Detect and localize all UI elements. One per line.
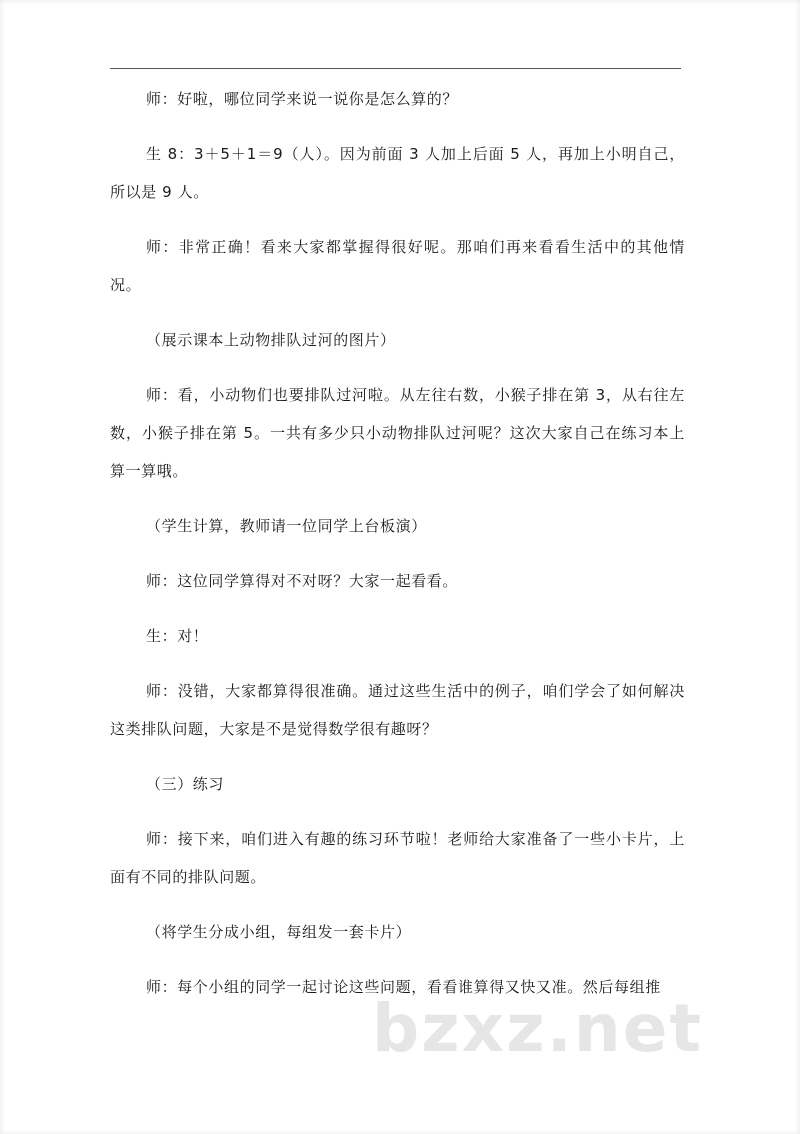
section-heading-practice: （三）练习 (146, 775, 225, 793)
paragraph-student-correct: 生：对！ (146, 627, 209, 645)
paragraph-stage-direction-groups: （将学生分成小组，每组发一套卡片） (146, 923, 412, 941)
document-body (110, 80, 685, 1023)
site-watermark: bzxz.net (372, 990, 704, 1067)
paragraph-stage-direction-board: （学生计算，教师请一位同学上台板演） (146, 517, 427, 535)
paragraph-teacher-practice: 师：接下来，咱们进入有趣的练习环节啦！老师给大家准备了一些小卡片，上面有不同的排队问题。 (110, 830, 685, 886)
paragraph-teacher-summary: 师：没错，大家都算得很准确。通过这些生活中的例子，咱们学会了如何解决这类排队问题，大家是不是觉得数学很有趣呀？ (110, 682, 685, 738)
header-rule (110, 68, 681, 69)
paragraph-teacher-praise: 师：非常正确！看来大家都掌握得很好呢。那咱们再来看看生活中的其他情况。 (110, 238, 685, 294)
paragraph-teacher-discuss: 师：每个小组的同学一起讨论这些问题，看看谁算得又快又准。然后每组推 (146, 978, 661, 996)
paragraph-student-answer: 生 8：3＋5＋1＝9（人）。因为前面 3 人加上后面 5 人，再加上小明自己，所以是 9 人。 (110, 145, 685, 201)
paragraph-teacher-check: 师：这位同学算得对不对呀？大家一起看看。 (146, 572, 459, 590)
paragraph-stage-direction-picture: （展示课本上动物排队过河的图片） (146, 331, 396, 349)
paragraph-teacher-animals: 师：看，小动物们也要排队过河啦。从左往右数，小猴子排在第 3，从右往左数，小猴子排在第 5。一共有多少只小动物排队过河呢？这次大家自己在练习本上算一算哦。 (110, 386, 685, 480)
paragraph-teacher-ask: 师：好啦，哪位同学来说一说你是怎么算的？ (146, 90, 459, 108)
